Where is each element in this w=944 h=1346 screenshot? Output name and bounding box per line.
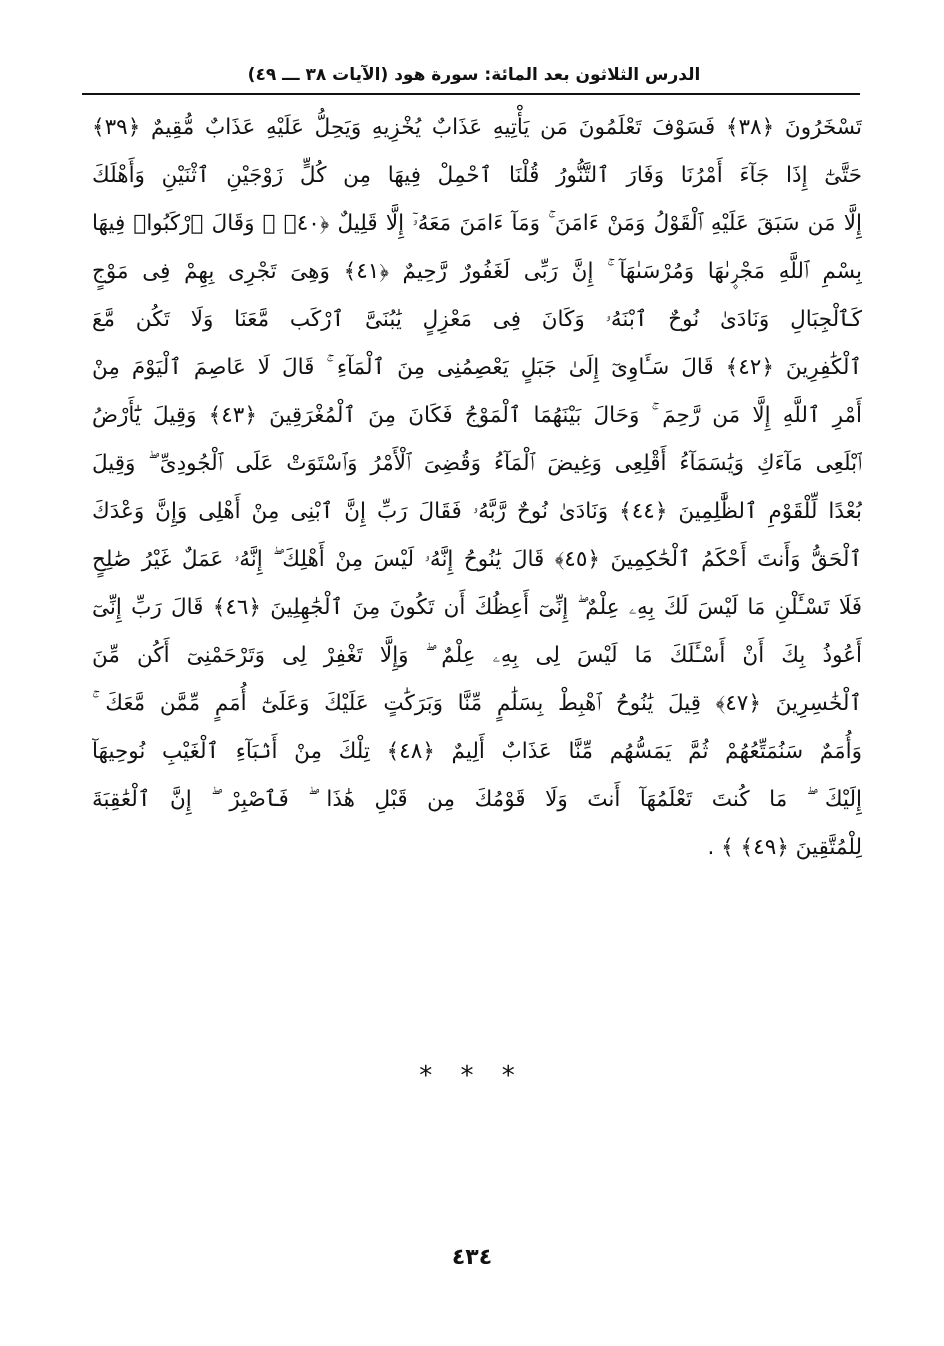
page-header: الدرس الثلاثون بعد المائة: سورة هود (الآيات ٣٨ ـــ ٤٩): [247, 65, 701, 85]
verse-line: ٱبْلَعِى مَآءَكِ وَيَٰسَمَآءُ أَقْلِعِى وَغِيضَ ٱلْمَآءُ وَقُضِىَ ٱلْأَمْرُ وَٱسْتَوَتْ عَلَى ٱلْجُودِىِّ ۖ وَقِيلَ: [92, 451, 862, 476]
verse-line: حَتَّىٰٓ إِذَا جَآءَ أَمْرُنَا وَفَارَ ٱلتَّنُّورُ قُلْنَا ٱحْمِلْ فِيهَا مِن كُلٍّ زَوْجَيْنِ ٱثْنَيْنِ وَأَهْلَكَ: [92, 163, 862, 188]
verse-line: بِسْمِ ٱللَّهِ مَجْر۪ىٰهَا وَمُرْسَىٰهَآ ۚ إِنَّ رَبِّى لَغَفُورٌ رَّحِيمٌ ﴿٤١﴾ وَهِىَ تَجْرِى بِهِمْ فِى مَوْجٍ: [92, 259, 862, 284]
verse-line: وَأُمَمٌ سَنُمَتِّعُهُمْ ثُمَّ يَمَسُّهُم مِّنَّا عَذَابٌ أَلِيمٌ ﴿٤٨﴾ تِلْكَ مِنْ أَنۢبَآءِ ٱلْغَيْبِ نُوحِيهَآ: [92, 739, 862, 764]
verse-line: أَمْرِ ٱللَّهِ إِلَّا مَن رَّحِمَ ۚ وَحَالَ بَيْنَهُمَا ٱلْمَوْجُ فَكَانَ مِنَ ٱلْمُغْرَقِينَ ﴿٤٣﴾ وَقِيلَ يَٰٓأَرْضُ: [92, 403, 862, 428]
verse-line: إِلَيْكَ ۖ مَا كُنتَ تَعْلَمُهَآ أَنتَ وَلَا قَوْمُكَ مِن قَبْلِ هَٰذَا ۖ فَٱصْبِرْ ۖ إِنَّ ٱلْعَٰقِبَةَ: [92, 787, 862, 812]
section-separator: * * *: [419, 1061, 525, 1091]
verse-line: إِلَّا مَن سَبَقَ عَلَيْهِ ٱلْقَوْلُ وَمَنْ ءَامَنَ ۚ وَمَآ ءَامَنَ مَعَهُۥٓ إِلَّا قَلِيلٌ ﴿٤٠﴾ ۞ وَقَالَ ٱرْكَبُوا۟ فِيهَا: [92, 211, 862, 236]
verse-line: ٱلْحَقُّ وَأَنتَ أَحْكَمُ ٱلْحَٰكِمِينَ ﴿٤٥﴾ قَالَ يَٰنُوحُ إِنَّهُۥ لَيْسَ مِنْ أَهْلِكَ ۖ إِنَّهُۥ عَمَلٌ غَيْرُ صَٰلِحٍ: [92, 547, 862, 572]
verse-line: كَٱلْجِبَالِ وَنَادَىٰ نُوحٌ ٱبْنَهُۥ وَكَانَ فِى مَعْزِلٍ يَٰبُنَىَّ ٱرْكَب مَّعَنَا وَلَا تَكُن مَّعَ: [92, 307, 862, 332]
verse-line: أَعُوذُ بِكَ أَنْ أَسْـَٔلَكَ مَا لَيْسَ لِى بِهِۦ عِلْمٌ ۖ وَإِلَّا تَغْفِرْ لِى وَتَرْحَمْنِىٓ أَكُن مِّنَ: [92, 643, 862, 668]
page-number: ٤٣٤: [451, 1245, 493, 1270]
quran-text-block: [92, 104, 862, 894]
header-divider: [82, 93, 860, 95]
verse-line-last: لِلْمُتَّقِينَ ﴿٤٩﴾ ﴾ .: [707, 835, 862, 860]
verse-line: ٱلْكَٰفِرِينَ ﴿٤٢﴾ قَالَ سَـَٔاوِىٓ إِلَىٰ جَبَلٍ يَعْصِمُنِى مِنَ ٱلْمَآءِ ۚ قَالَ لَا عَاصِمَ ٱلْيَوْمَ مِنْ: [92, 355, 862, 380]
verse-line: ٱلْخَٰسِرِينَ ﴿٤٧﴾ قِيلَ يَٰنُوحُ ٱهْبِطْ بِسَلَٰمٍ مِّنَّا وَبَرَكَٰتٍ عَلَيْكَ وَعَلَىٰٓ أُمَمٍ مِّمَّن مَّعَكَ ۚ: [92, 691, 862, 716]
verse-line: تَسْخَرُونَ ﴿٣٨﴾ فَسَوْفَ تَعْلَمُونَ مَن يَأْتِيهِ عَذَابٌ يُخْزِيهِ وَيَحِلُّ عَلَيْهِ عَذَابٌ مُّقِيمٌ ﴿٣٩﴾: [92, 115, 862, 140]
verse-line: بُعْدًا لِّلْقَوْمِ ٱلظَّٰلِمِينَ ﴿٤٤﴾ وَنَادَىٰ نُوحٌ رَّبَّهُۥ فَقَالَ رَبِّ إِنَّ ٱبْنِى مِنْ أَهْلِى وَإِنَّ وَعْدَكَ: [92, 499, 862, 524]
verse-line: فَلَا تَسْـَٔلْنِ مَا لَيْسَ لَكَ بِهِۦ عِلْمٌ ۖ إِنِّىٓ أَعِظُكَ أَن تَكُونَ مِنَ ٱلْجَٰهِلِينَ ﴿٤٦﴾ قَالَ رَبِّ إِنِّىٓ: [92, 595, 862, 620]
